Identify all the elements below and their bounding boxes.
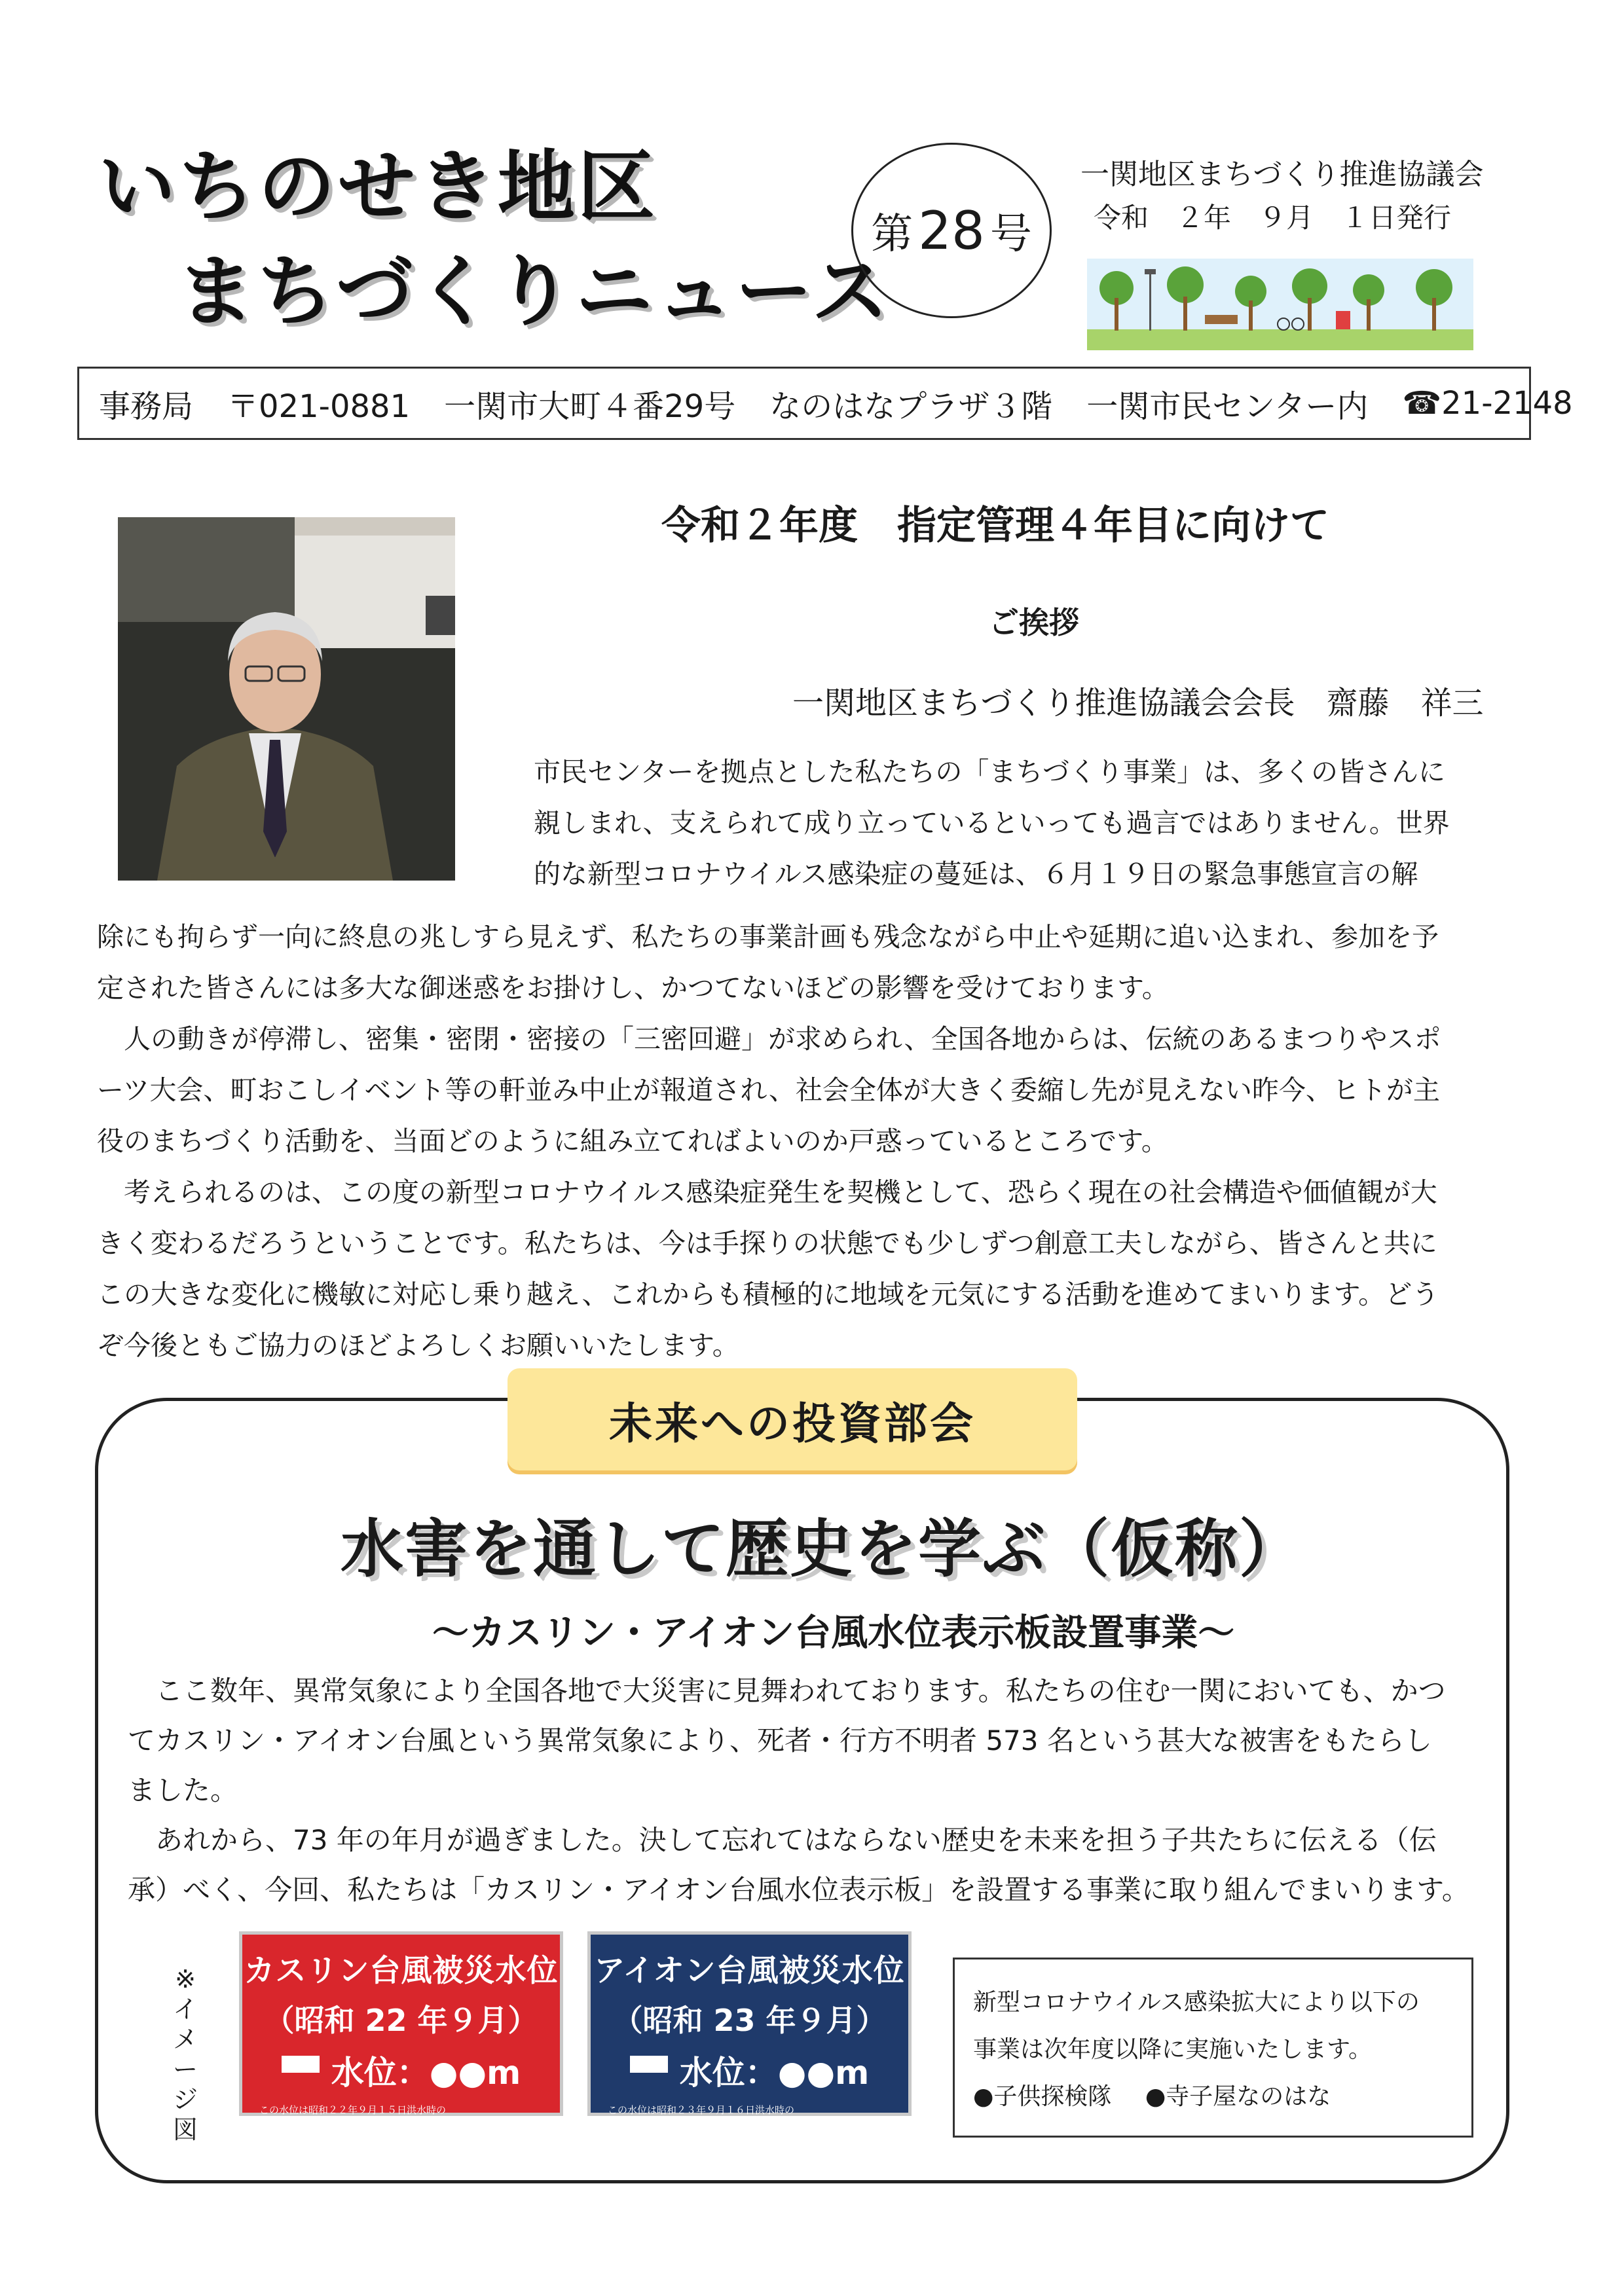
section-subtitle: ～カスリン・アイオン台風水位表示板設置事業～ [432, 1611, 1235, 1654]
water-level-icon [630, 2056, 668, 2085]
notice-item: ●子供探検隊 [973, 2083, 1112, 2110]
greeting-line: ーツ大会、町おこしイベント等の軒並み中止が報道され、社会全体が大きく委縮し先が見えない昨今、ヒトが主 [97, 1074, 1440, 1106]
section-line: 承）べく、今回、私たちは「カスリン・アイオン台風水位表示板」を設置する事業に取り組んでまいります。 [128, 1874, 1469, 1906]
board-title: カスリン台風被災水位 [244, 1953, 559, 1989]
board-level-text: 水位：●●m [679, 2054, 870, 2092]
section-line: ここ数年、異常気象により全国各地で大災害に見舞われております。私たちの住む一関においても、かつ [128, 1675, 1446, 1707]
postponement-notice [953, 1958, 1473, 2138]
newsletter-title-line1: いちのせき地区 [98, 141, 658, 232]
office-postal-code: 〒021-0881 [227, 388, 411, 425]
greeting-line: きく変わるだろうということです。私たちは、今は手探りの状態でも少しずつ創意工夫しながら、皆さんと共に [97, 1228, 1437, 1259]
board-note [259, 2103, 560, 2132]
board-note-line: 概ねの最高水位を表示しております。 [608, 2119, 774, 2130]
greeting-line: 考えられるのは、この度の新型コロナウイルス感染症発生を契機として、恐らく現在の社会構造や価値観が大 [97, 1176, 1437, 1208]
board-note-line: この水位は昭和２３年９月１６日洪水時の [608, 2104, 795, 2116]
water-level-icon [282, 2056, 320, 2085]
section-tab-label: 未来への投資部会 [507, 1368, 1077, 1470]
section-title: 水害を通して歴史を学ぶ（仮称） [341, 1512, 1303, 1586]
board-note-line: 概ねの最高水位を表示しております。 [259, 2119, 426, 2130]
greeting-line: 人の動きが停滞し、密集・密閉・密接の「三密回避」が求められ、全国各地からは、伝統のあるまつりやスポ [97, 1023, 1441, 1055]
greeting-line: 除にも拘らず一向に終息の兆しすら見えず、私たちの事業計画も残念ながら中止や延期に追い込まれ、参加を予 [97, 921, 1439, 953]
office-center: 一関市民センター内 [1086, 388, 1369, 425]
greeting-line: 役のまちづくり活動を、当面どのように組み立てればよいのか戸惑っているところです。 [97, 1125, 1168, 1157]
notice-item: ●寺子屋なのはな [1145, 2083, 1331, 2110]
kathleen-water-level-board [239, 1931, 563, 2130]
section-line: ました。 [128, 1774, 238, 1806]
notice-line: 新型コロナウイルス感染拡大により以下の [973, 1989, 1420, 2016]
board-note [608, 2103, 908, 2132]
greeting-heading: 令和２年度 指定管理４年目に向けて [661, 503, 1329, 549]
office-building: なのはなプラザ３階 [769, 388, 1053, 425]
greeting-subheading: ご挨拶 [989, 605, 1079, 640]
issue-number: 28 [918, 200, 985, 261]
section-body [128, 1666, 1477, 1915]
board-era: （昭和 23 年９月） [612, 2003, 887, 2038]
issue-suffix: 号 [989, 210, 1032, 259]
issue-number-badge [851, 143, 1052, 318]
greeting-line: この大きな変化に機敏に対応し乗り越え、これからも積極的に地域を元気にする活動を進めてまいります。どう [97, 1279, 1439, 1310]
newsletter-title-line2: まちづくりニュース [177, 246, 891, 337]
notice-line: 事業は次年度以降に実施いたします。 [973, 2036, 1373, 2063]
greeting-body-beside-photo [534, 746, 1503, 900]
section-line: あれから、73 年の年月が過ぎました。決して忘れてはならない歴史を未来を担う子共たちに伝える（伝 [128, 1824, 1437, 1856]
image-note: ※イメージ図 [172, 1965, 198, 2144]
board-note-line: この水位は昭和２２年９月１５日洪水時の [259, 2104, 447, 2116]
greeting-author: 一関地区まちづくり推進協議会会長 齋藤 祥三 [792, 685, 1484, 721]
board-era: （昭和 22 年９月） [264, 2003, 538, 2038]
chairman-photo [118, 517, 455, 881]
park-illustration [1087, 259, 1473, 350]
greeting-line: 市民センターを拠点とした私たちの「まちづくり事業」は、多くの皆さんに [534, 756, 1445, 788]
board-title: アイオン台風被災水位 [594, 1953, 905, 1989]
publish-date: 令和 ２年 ９月 １日発行 [1094, 202, 1452, 234]
board-level [591, 2047, 908, 2094]
publisher-name: 一関地区まちづくり推進協議会 [1080, 158, 1484, 191]
greeting-body [97, 911, 1503, 1371]
office-phone: ☎21-2148 [1402, 385, 1573, 422]
issue-prefix: 第 [871, 210, 913, 259]
greeting-line: 定された皆さんには多大な御迷惑をお掛けし、かつてないほどの影響を受けております。 [97, 972, 1169, 1004]
board-level [242, 2047, 560, 2094]
greeting-line: ぞ今後ともご協力のほどよろしくお願いいたします。 [97, 1330, 739, 1361]
office-info-bar [77, 367, 1573, 440]
section-line: てカスリン・アイオン台風という異常気象により、死者・行方不明者 573 名という甚大な被害をもたらし [128, 1724, 1432, 1757]
notice-items [973, 2073, 1453, 2121]
ione-water-level-board [587, 1931, 912, 2130]
office-address: 一関市大町４番29号 [444, 388, 736, 425]
greeting-line: 親しまれ、支えられて成り立っているといっても過言ではありません。世界 [534, 807, 1450, 839]
board-level-text: 水位：●●m [331, 2054, 521, 2092]
greeting-line: 的な新型コロナウイルス感染症の蔓延は、６月１９日の緊急事態宣言の解 [534, 858, 1418, 890]
office-label: 事務局 [99, 388, 194, 425]
